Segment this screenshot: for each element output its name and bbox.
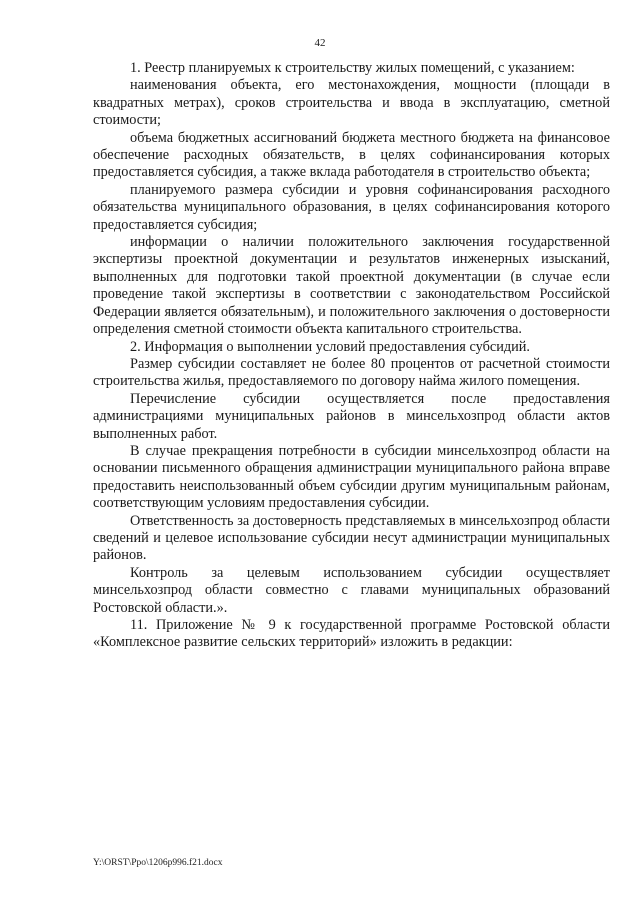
paragraph-registry-heading: 1. Реестр планируемых к строительству жилых помещений, с указанием: — [130, 60, 575, 76]
paragraph-object-name: наименования объекта, его местонахождения, мощности (площади в квадратных метрах), сроков строительства и ввода в эксплуатацию, сметной стоимости; — [93, 77, 610, 129]
paragraph-budget-volume: объема бюджетных ассигнований бюджета местного бюджета на финансовое обеспечение расходных обязательств, в целях софинансирования которых предоставляется субсидия, а также вклада работодателя в строительство объекта; — [93, 129, 610, 181]
paragraph-control: Контроль за целевым использованием субсидии осуществляет минсельхозпрод области совместно с главами муниципальных образований Ростовской области.». — [93, 564, 610, 616]
page-number: 42 — [314, 37, 326, 49]
paragraph-subsidy-size: планируемого размера субсидии и уровня софинансирования расходного обязательства муниципального образования, в целях софинансирования которого предоставляется субсидия; — [93, 181, 610, 233]
paragraph-subsidy-amount: Размер субсидии составляет не более 80 процентов от расчетной стоимости строительства жилья, предоставляемого по договору найма жилого помещения. — [93, 355, 610, 390]
paragraph-termination: В случае прекращения потребности в субсидии минсельхозпрод области на основании письменного обращения администрации муниципального района вправе предоставить неиспользованный объем субсидии другим муниципальным районам, соответствующим условиям предоставления субсидии. — [93, 442, 610, 512]
paragraph-responsibility: Ответственность за достоверность представляемых в минсельхозпрод области сведений и целевое использование субсидии несут администрации муниципальных районов. — [93, 512, 610, 564]
document-body — [93, 60, 610, 652]
paragraph-expertise-info: информации о наличии положительного заключения государственной экспертизы проектной документации и результатов инженерных изысканий, выполненных для подготовки такой проектной документации (в случае если проведение такой экспертизы в соответствии с законодательством Российской Федерации является обязательным), и положительного заключения о достоверности определения сметной стоимости объекта капитального строительства. — [93, 234, 610, 338]
paragraph-appendix-9: 11. Приложение № 9 к государственной программе Ростовской области «Комплексное развитие сельских территорий» изложить в редакции: — [93, 617, 610, 651]
paragraph-conditions-heading: 2. Информация о выполнении условий предоставления субсидий. — [130, 338, 530, 355]
paragraph-transfer: Перечисление субсидии осуществляется после предоставления администрациями муниципальных районов в минсельхозпрод области актов выполненных работ. — [93, 390, 610, 442]
footer-file-path: Y:\ORST\Ppo\1206p996.f21.docx — [93, 858, 223, 868]
